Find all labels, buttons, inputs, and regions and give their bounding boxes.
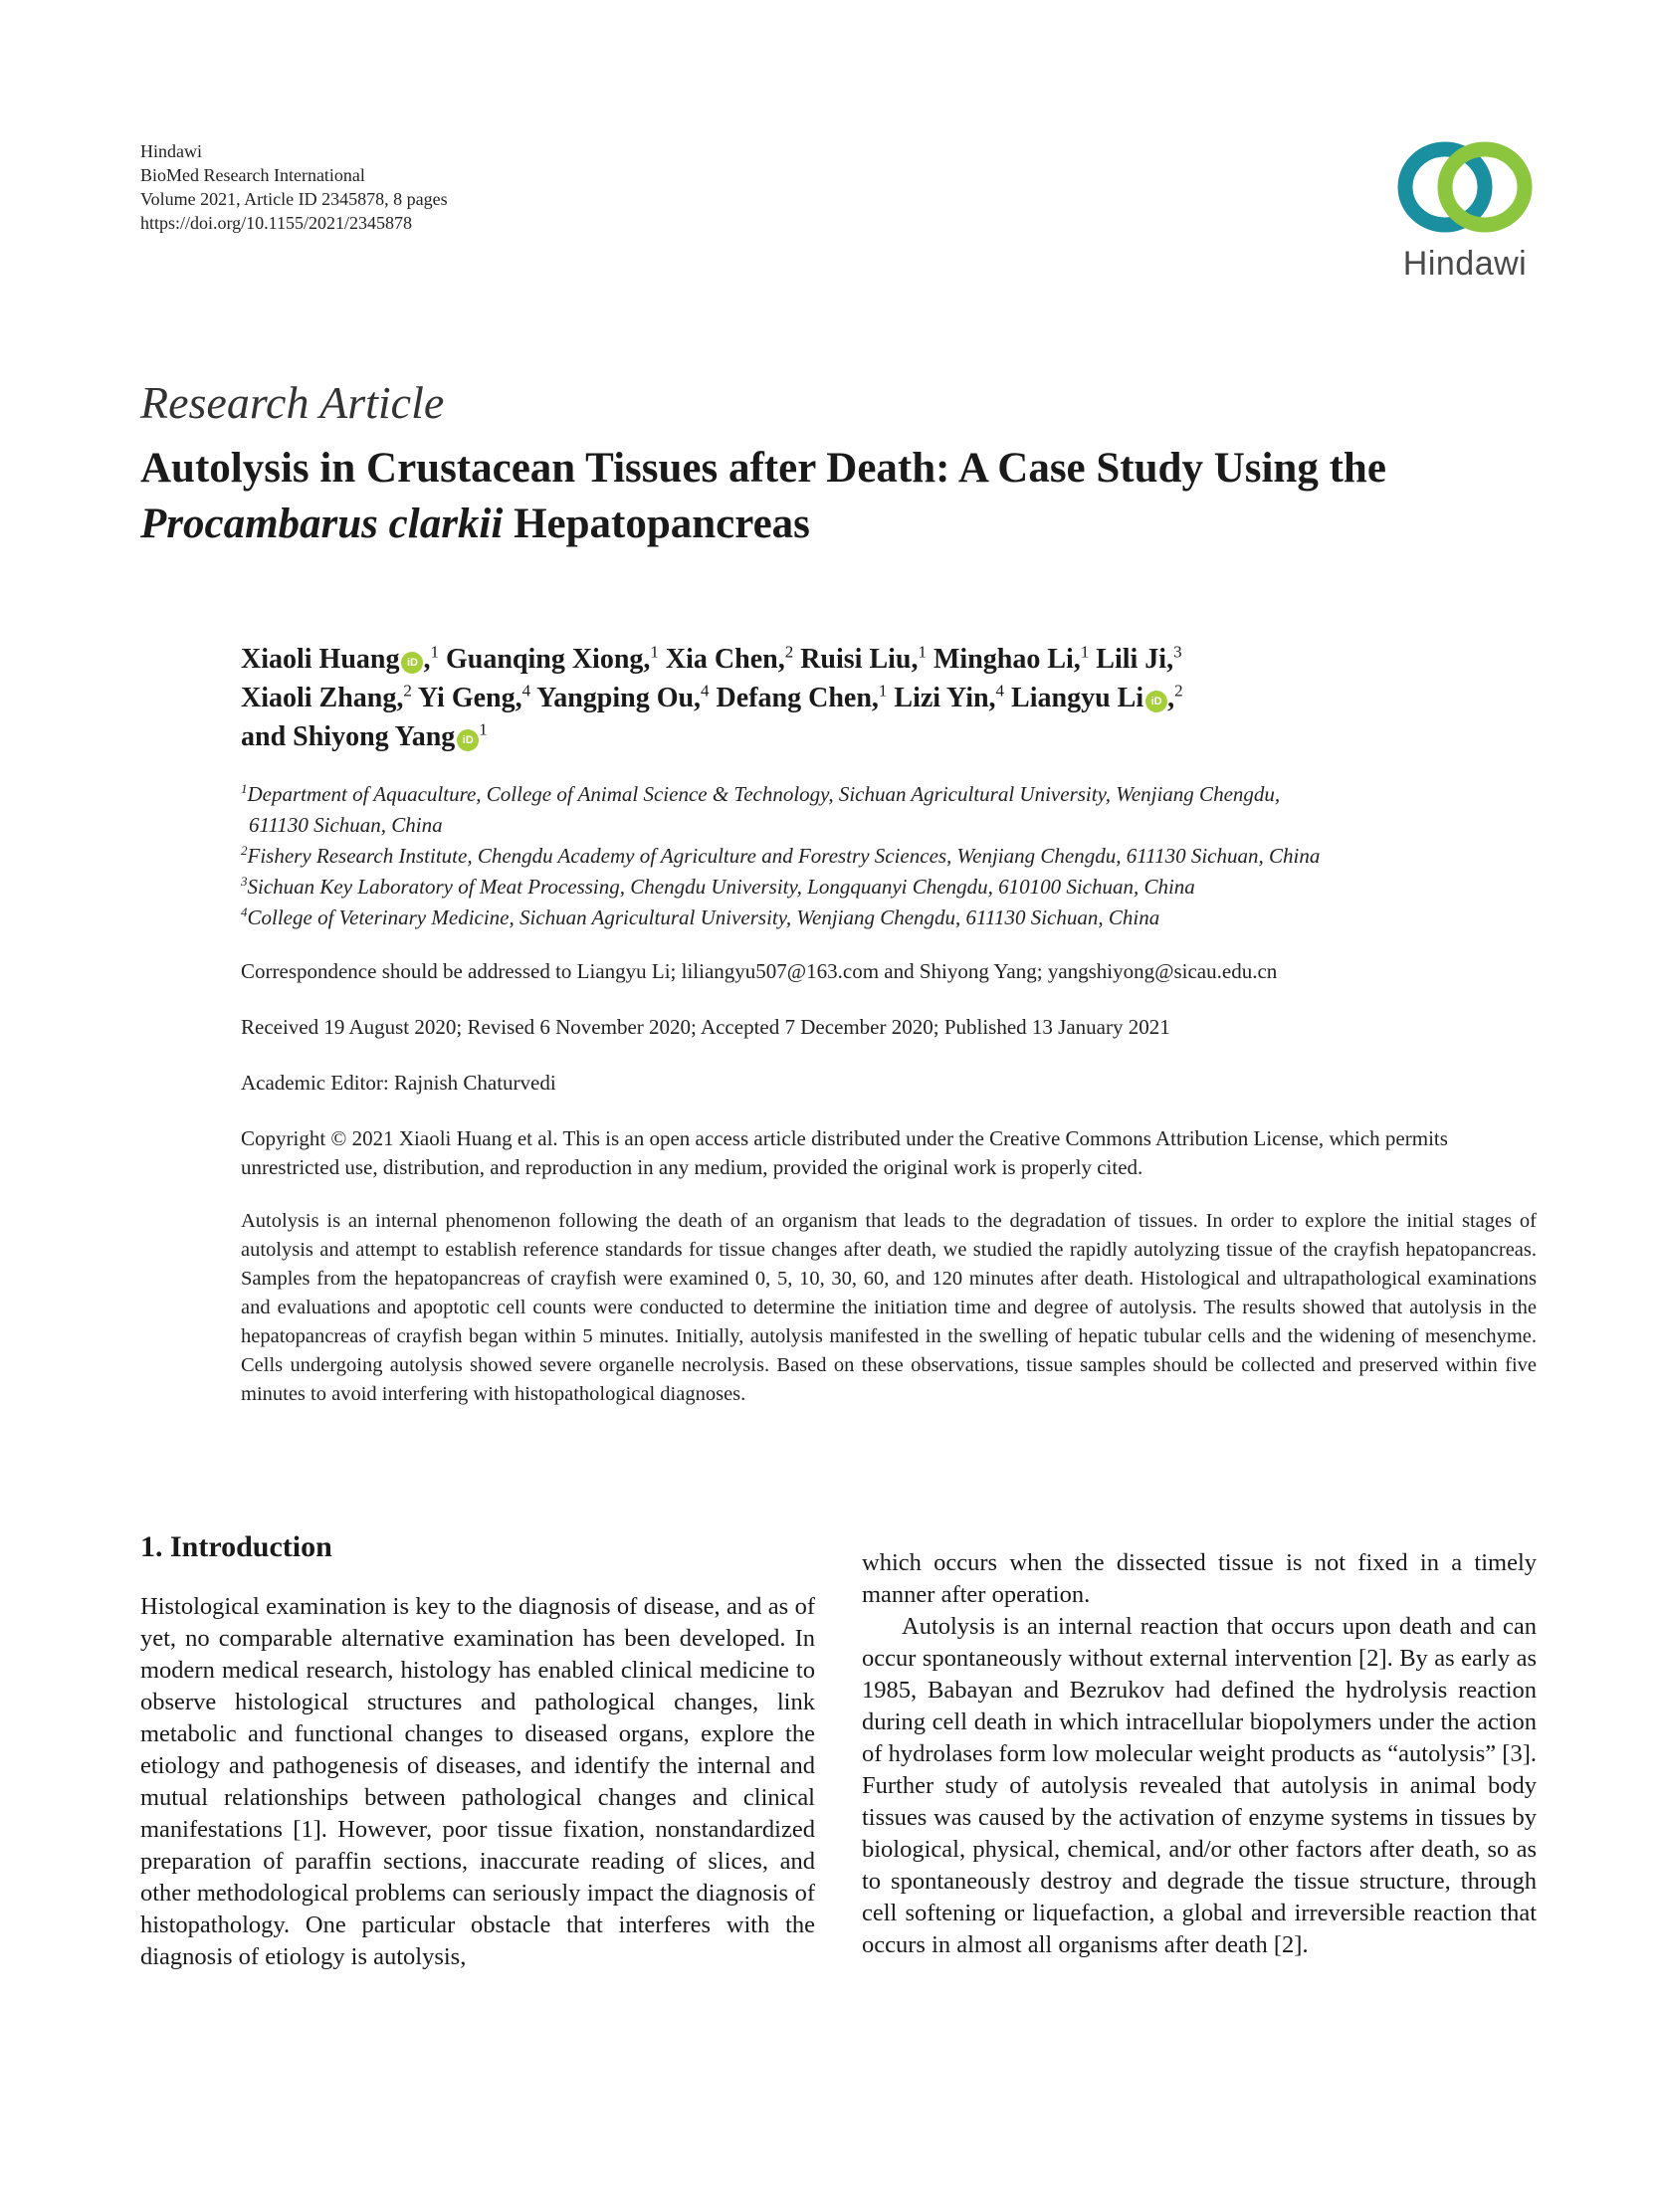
article-title xyxy=(140,441,1554,552)
affiliation-item xyxy=(241,841,1555,872)
title-part-1: Autolysis in Crustacean Tissues after Death: A Case Study Using the xyxy=(140,445,1386,492)
orcid-icon[interactable]: iD xyxy=(401,652,423,674)
intro-paragraph-1: Histological examination is key to the diagnosis of disease, and as of yet, no comparable alternative examination has been developed. In modern medical research, histology has enabled clinical medicine to observe histological structures and pathological changes, link metabolic and functional changes to diseased organs, explore the etiology and pathogenesis of diseases, and identify the internal and mutual relationships between pathological changes and clinical manifestations [1]. However, poor tissue fixation, nonstandardized preparation of paraffin sections, inaccurate reading of slices, and other methodological problems can seriously impact the diagnosis of histopathology. One particular obstacle that interferes with the diagnosis of etiology is autolysis, xyxy=(140,1593,815,1970)
author-affiliation-number: 1 xyxy=(1080,642,1090,662)
hindawi-logo xyxy=(1385,139,1545,289)
author-affiliation-number: 1 xyxy=(430,642,439,662)
author-affiliation-number: 1 xyxy=(878,681,888,701)
body-column-left xyxy=(140,1527,815,1973)
author-separator: , xyxy=(1167,683,1175,713)
author-name: Liangyu Li xyxy=(1011,683,1144,713)
affiliation-text: Sichuan Key Laboratory of Meat Processing, Chengdu University, Longquanyi Chengdu, 610100 Sichuan, China xyxy=(247,875,1195,899)
author-separator: , xyxy=(694,683,702,713)
author-affiliation-number: 2 xyxy=(1174,681,1183,701)
author-name: Yangping Ou xyxy=(536,683,695,713)
author-affiliation-number: 1 xyxy=(479,719,488,739)
publisher-name: Hindawi xyxy=(140,141,202,161)
author-name: Lili Ji xyxy=(1096,644,1167,675)
author-separator: , xyxy=(423,644,431,675)
author-affiliation-number: 3 xyxy=(1173,642,1182,662)
affiliation-text: College of Veterinary Medicine, Sichuan Agricultural University, Wenjiang Chengdu, 611130 Sichuan, China xyxy=(247,905,1160,929)
author-affiliation-number: 2 xyxy=(403,681,412,701)
title-species: Procambarus clarkii xyxy=(140,501,504,547)
orcid-icon[interactable]: iD xyxy=(457,729,479,751)
author-name: Minghao Li xyxy=(933,644,1074,675)
author-affiliation-number: 1 xyxy=(650,642,659,662)
author-separator: , xyxy=(777,644,785,675)
publication-dates: Received 19 August 2020; Revised 6 November 2020; Accepted 7 December 2020; Published 13 January 2021 xyxy=(241,1015,1170,1039)
author-separator: , xyxy=(988,683,996,713)
affiliation-text: Fishery Research Institute, Chengdu Academy of Agriculture and Forestry Sciences, Wenjiang Chengdu, 611130 Sichuan, China xyxy=(247,844,1321,868)
affiliation-item xyxy=(241,903,1555,933)
author-separator: , xyxy=(515,683,522,713)
affiliation-text: Department of Aquaculture, College of Animal Science & Technology, Sichuan Agricultural University, Wenjiang Chengdu, xyxy=(247,782,1281,806)
author-affiliation-number: 1 xyxy=(918,642,927,662)
author-separator: , xyxy=(911,644,919,675)
author-name: Xiaoli Zhang xyxy=(241,683,397,713)
author-name: Ruisi Liu xyxy=(800,644,912,675)
author-affiliation-number: 4 xyxy=(701,681,710,701)
hindawi-rings-icon xyxy=(1385,139,1545,239)
author-list xyxy=(241,640,1465,756)
author-name: Xiaoli Huang xyxy=(241,644,400,675)
journal-name: BioMed Research International xyxy=(140,165,365,185)
author-separator: , xyxy=(643,644,651,675)
author-name: Guanqing Xiong xyxy=(445,644,644,675)
affiliation-text-continued: 611130 Sichuan, China xyxy=(249,813,443,837)
author-separator: , xyxy=(1166,644,1174,675)
affiliation-item xyxy=(241,779,1555,810)
author-affiliation-number: 2 xyxy=(784,642,794,662)
intro-paragraph-continued: which occurs when the dissected tissue is not fixed in a timely manner after operation. xyxy=(862,1549,1537,1608)
affiliation-number: 4 xyxy=(241,905,248,919)
affiliation-number: 3 xyxy=(241,874,248,889)
section-heading-introduction: 1. Introduction xyxy=(140,1530,332,1563)
affiliation-number: 2 xyxy=(241,843,248,858)
author-name: Lizi Yin xyxy=(894,683,989,713)
author-name: and Shiyong Yang xyxy=(241,721,456,752)
author-separator: , xyxy=(871,683,879,713)
journal-info xyxy=(140,139,448,235)
hindawi-logo-text: Hindawi xyxy=(1402,245,1528,283)
copyright-notice: Copyright © 2021 Xiaoli Huang et al. This is an open access article distributed under the Creative Commons Attribution License, which permits unrestricted use, distribution, and reproduction in any medium, provided the original work is properly cited. xyxy=(241,1126,1448,1179)
doi-link[interactable]: https://doi.org/10.1155/2021/2345878 xyxy=(140,213,413,233)
author-separator: , xyxy=(1073,644,1081,675)
orcid-icon[interactable]: iD xyxy=(1145,691,1167,712)
body-column-right xyxy=(862,1547,1537,1961)
author-affiliation-number: 4 xyxy=(995,681,1005,701)
affiliation-item xyxy=(241,872,1555,903)
title-part-2: Hepatopancreas xyxy=(503,501,810,547)
author-name: Yi Geng xyxy=(417,683,516,713)
intro-paragraph-2: Autolysis is an internal reaction that occurs upon death and can occur spontaneously without external intervention [2]. By as early as 1985, Babayan and Bezrukov had defined the hydrolysis reaction during cell death in which intracellular biopolymers under the action of hydrolases form low molecular weight products as “autolysis” [3]. Further study of autolysis revealed that autolysis in animal body tissues was caused by the activation of enzyme systems in tissues by biological, physical, chemical, and/or other factors after death, so as to spontaneously destroy and degrade the tissue structure, through cell softening or liquefaction, a global and irreversible reaction that occurs in almost all organisms after death [2]. xyxy=(862,1613,1537,1958)
author-affiliation-number: 4 xyxy=(521,681,531,701)
article-type: Research Article xyxy=(140,377,445,428)
author-separator: , xyxy=(396,683,404,713)
volume-line: Volume 2021, Article ID 2345878, 8 pages xyxy=(140,189,448,209)
correspondence: Correspondence should be addressed to Liangyu Li; liliangyu507@163.com and Shiyong Yang; yangshiyong@sicau.edu.cn xyxy=(241,959,1278,983)
abstract: Autolysis is an internal phenomenon following the death of an organism that leads to the degradation of tissues. In order to explore the initial stages of autolysis and attempt to establish reference standards for tissue changes after death, we studied the rapidly autolyzing tissue of the crayfish hepatopancreas. Samples from the hepatopancreas of crayfish were examined 0, 5, 10, 30, 60, and 120 minutes after death. Histological and ultrapathological examinations and evaluations and apoptotic cell counts were conducted to determine the initiation time and degree of autolysis. The results showed that autolysis in the hepatopancreas of crayfish began within 5 minutes. Initially, autolysis manifested in the swelling of hepatic tubular cells and the widening of mesenchyme. Cells undergoing autolysis showed severe organelle necrolysis. Based on these observations, tissue samples should be collected and preserved within five minutes to avoid interfering with histopathological diagnoses. xyxy=(241,1210,1537,1405)
affiliation-list xyxy=(241,779,1555,933)
academic-editor: Academic Editor: Rajnish Chaturvedi xyxy=(241,1071,556,1095)
author-name: Xia Chen xyxy=(665,644,778,675)
author-name: Defang Chen xyxy=(716,683,872,713)
affiliation-number: 1 xyxy=(241,781,248,796)
